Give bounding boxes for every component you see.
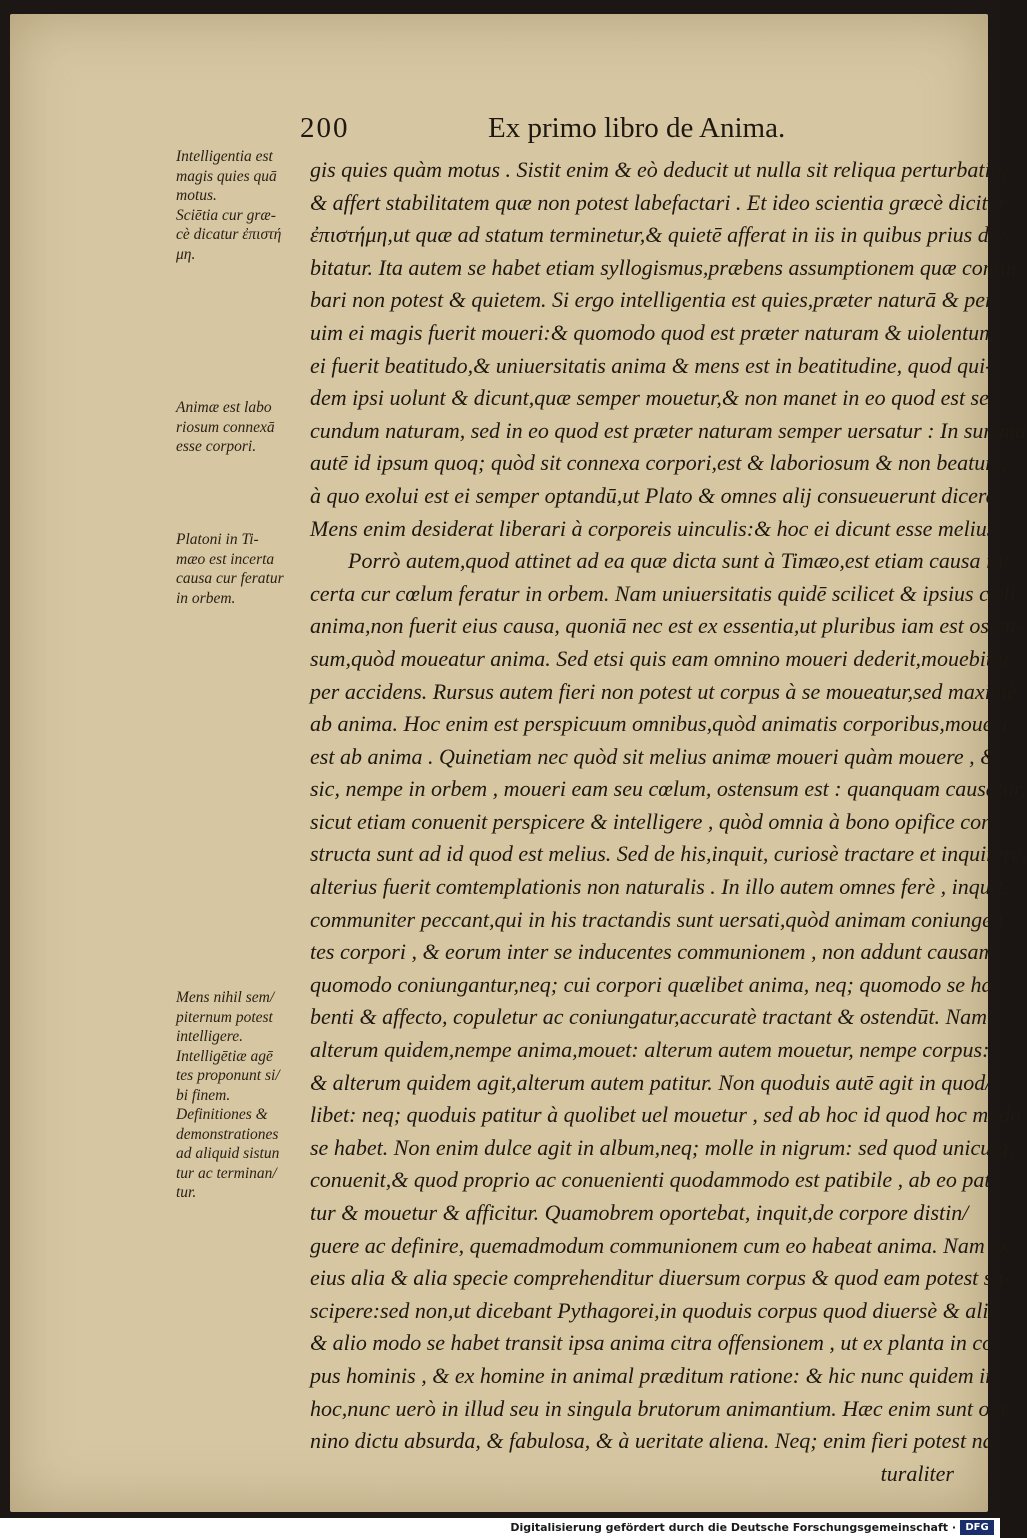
marginal-note-line: tur. <box>176 1184 197 1201</box>
digitization-credit: Digitalisierung gefördert durch die Deutsche Forschungsgemeinschaft · <box>510 1521 956 1534</box>
marginal-note-line: in orbem. <box>176 589 236 607</box>
text-line: conuenit,& quod proprio ac conuenienti quodammodo est patibile , ab eo pati/ <box>310 1167 1003 1193</box>
marginal-note-line: cè dicatur ἐπιστή <box>176 226 282 243</box>
marginal-note-mens <box>176 988 304 1203</box>
text-line: se habet. Non enim dulce agit in album,neq; molle in nigrum: sed quod unicuiq; <box>310 1134 1016 1160</box>
marginal-note-line: Intelligētiæ agē <box>176 1047 273 1065</box>
text-line: communiter peccant,qui in his tractandis sunt uersati,quòd animam coniungen <box>310 906 1003 932</box>
text-line: certa cur cœlum feratur in orbem. Nam uniuersitatis quidē scilicet & ipsius cœli <box>310 580 1016 606</box>
marginal-note-line: motus. <box>176 187 217 204</box>
text-line: sicut etiam conuenit perspicere & intelligere , quòd omnia à bono opifice con/ <box>310 808 999 834</box>
text-line: quomodo coniungantur,neq; cui corpori quælibet anima, neq; quomodo se ha- <box>310 971 1000 997</box>
text-line: nino dictu absurda, & fabulosa, & à ueritate aliena. Neq; enim fieri potest na/ <box>310 1428 1000 1454</box>
text-line: scipere:sed non,ut dicebant Pythagorei,in quoduis corpus quod diuersè & alio <box>310 1297 1000 1323</box>
marginal-note-line: Definitiones & <box>176 1106 268 1123</box>
text-line: hoc,nunc uerò in illud seu in singula brutorum animantium. Hæc enim sunt om/ <box>310 1395 1012 1421</box>
text-line: est ab anima . Quinetiam nec quòd sit melius animæ moueri quàm mouere , & <box>310 743 998 769</box>
text-line: turaliter <box>880 1460 954 1486</box>
text-line: sic, nempe in orbem , moueri eam seu cœlum, ostensum est : quanquam causatur, <box>310 776 1026 802</box>
marginal-note-anima <box>176 398 304 457</box>
text-line: eius alia & alia specie comprehenditur diuersum corpus & quod eam potest su- <box>310 1265 1011 1291</box>
text-line: ab anima. Hoc enim est perspicuum omnibus,quòd animatis corporibus,moueri <box>310 711 1008 737</box>
body-text <box>310 154 1027 1490</box>
text-line: & alterum quidem agit,alterum autem patitur. Non quoduis autē agit in quod/ <box>310 1069 992 1095</box>
text-line: libet: neq; quoduis patitur à quolibet uel mouetur , sed ab hoc id quod hoc modo <box>310 1102 1022 1128</box>
marginal-note-line: causa cur feratur <box>176 570 284 587</box>
marginal-note-line: tur ac terminan/ <box>176 1164 277 1182</box>
text-line: per accidens. Rursus autem fieri non potest ut corpus à se moueatur,sed maximè <box>310 678 1017 704</box>
marginal-note-line: bi finem. <box>176 1086 231 1104</box>
marginal-note-line: magis quies quā <box>176 167 277 185</box>
text-line: à quo exolui est ei semper optandū,ut Plato & omnes alij consueuerunt dicere. <box>310 482 1001 508</box>
text-line: anima,non fuerit eius causa, quoniā nec est ex essentia,ut pluribus iam est osten- <box>310 613 1024 639</box>
marginal-note-line: intelligere. <box>176 1028 244 1045</box>
text-line: & affert stabilitatem quæ non potest labefactari . Et ideo scientia græcè dicitur <box>310 189 1008 215</box>
marginal-note-intelligentia <box>176 147 304 264</box>
marginal-note-line: μη. <box>176 245 196 263</box>
text-line: tes corpori , & eorum inter se inducentes communionem , non addunt causam <box>310 939 995 965</box>
text-line: & alio modo se habet transit ipsa anima citra offensionem , ut ex planta in cor/ <box>310 1330 1008 1356</box>
text-line: bitatur. Ita autem se habet etiam syllogismus,præbens assumptionem quæ contur <box>310 254 1020 280</box>
marginal-note-line: Intelligentia est <box>176 148 273 165</box>
marginal-note-line: Sciētia cur græ- <box>176 206 276 224</box>
marginal-note-line: riosum connexā <box>176 418 275 436</box>
text-line: Porrò autem,quod attinet ad ea quæ dicta sunt à Timæo,est etiam causa in/ <box>348 548 1010 574</box>
dfg-logo: DFG <box>960 1520 994 1535</box>
text-line: Mens enim desiderat liberari à corporeis uinculis:& hoc ei dicunt esse melius. <box>310 515 1001 541</box>
text-line: pus hominis , & ex homine in animal præditum ratione: & hic nunc quidem in <box>310 1362 997 1388</box>
text-line: sum,quòd moueatur anima. Sed etsi quis eam omnino moueri dederit,mouebitur <box>310 645 1012 671</box>
marginal-note-line: Mens nihil sem/ <box>176 989 275 1006</box>
page-number: 200 <box>300 112 350 144</box>
text-line: ἐπιστήμη,ut quæ ad statum terminetur,& quietē afferat in iis in quibus prius du/ <box>310 222 1006 248</box>
text-line: cundum naturam, sed in eo quod est præter naturam semper uersatur : In summa <box>310 417 1027 443</box>
text-line: alterius fuerit comtemplationis non naturalis . In illo autem omnes ferè , inquit, <box>310 874 1009 900</box>
text-line: ei fuerit beatitudo,& uniuersitatis anima & mens est in beatitudine, quod qui- <box>310 352 993 378</box>
marginal-note-line: tes proponunt si/ <box>176 1067 280 1084</box>
text-line: bari non potest & quietem. Si ergo intelligentia est quies,præter naturā & per <box>310 287 994 313</box>
marginal-note-platoni <box>176 530 304 608</box>
text-line: guere ac definire, quemadmodum communionem cum eo habeat anima. Nam ex <box>310 1232 1010 1258</box>
text-line: alterum quidem,nempe anima,mouet: alterum autem mouetur, nempe corpus: <box>310 1037 990 1063</box>
text-line: uim ei magis fuerit moueri:& quomodo quod est præter naturam & uiolentum <box>310 319 996 345</box>
marginal-note-line: mæo est incerta <box>176 550 275 568</box>
text-line: dem ipsi uolunt & dicunt,quæ semper mouetur,& non manet in eo quod est se/ <box>310 385 995 411</box>
marginal-note-line: ad aliquid sistun <box>176 1145 280 1162</box>
text-line: autē id ipsum quoq; quòd sit connexa corpori,est & laboriosum & non beatum, <box>310 450 1007 476</box>
marginal-note-line: demonstrationes <box>176 1125 279 1143</box>
marginal-note-line: Platoni in Ti- <box>176 531 259 548</box>
marginal-note-line: piternum potest <box>176 1008 273 1026</box>
running-head: Ex primo libro de Anima. <box>488 112 786 144</box>
marginal-note-line: Animæ est labo <box>176 399 272 416</box>
text-line: tur & mouetur & afficitur. Quamobrem oportebat, inquit,de corpore distin/ <box>310 1200 969 1225</box>
text-line: gis quies quàm motus . Sistit enim & eò deducit ut nulla sit reliqua perturbatio, <box>310 157 1008 182</box>
text-line: structa sunt ad id quod est melius. Sed de his,inquit, curiosè tractare et inquirere, <box>310 841 1027 867</box>
text-line: benti & affecto, copuletur ac coniungatur,accuratè tractant & ostendūt. Nam <box>310 1004 988 1030</box>
marginal-note-line: esse corpori. <box>176 438 257 455</box>
